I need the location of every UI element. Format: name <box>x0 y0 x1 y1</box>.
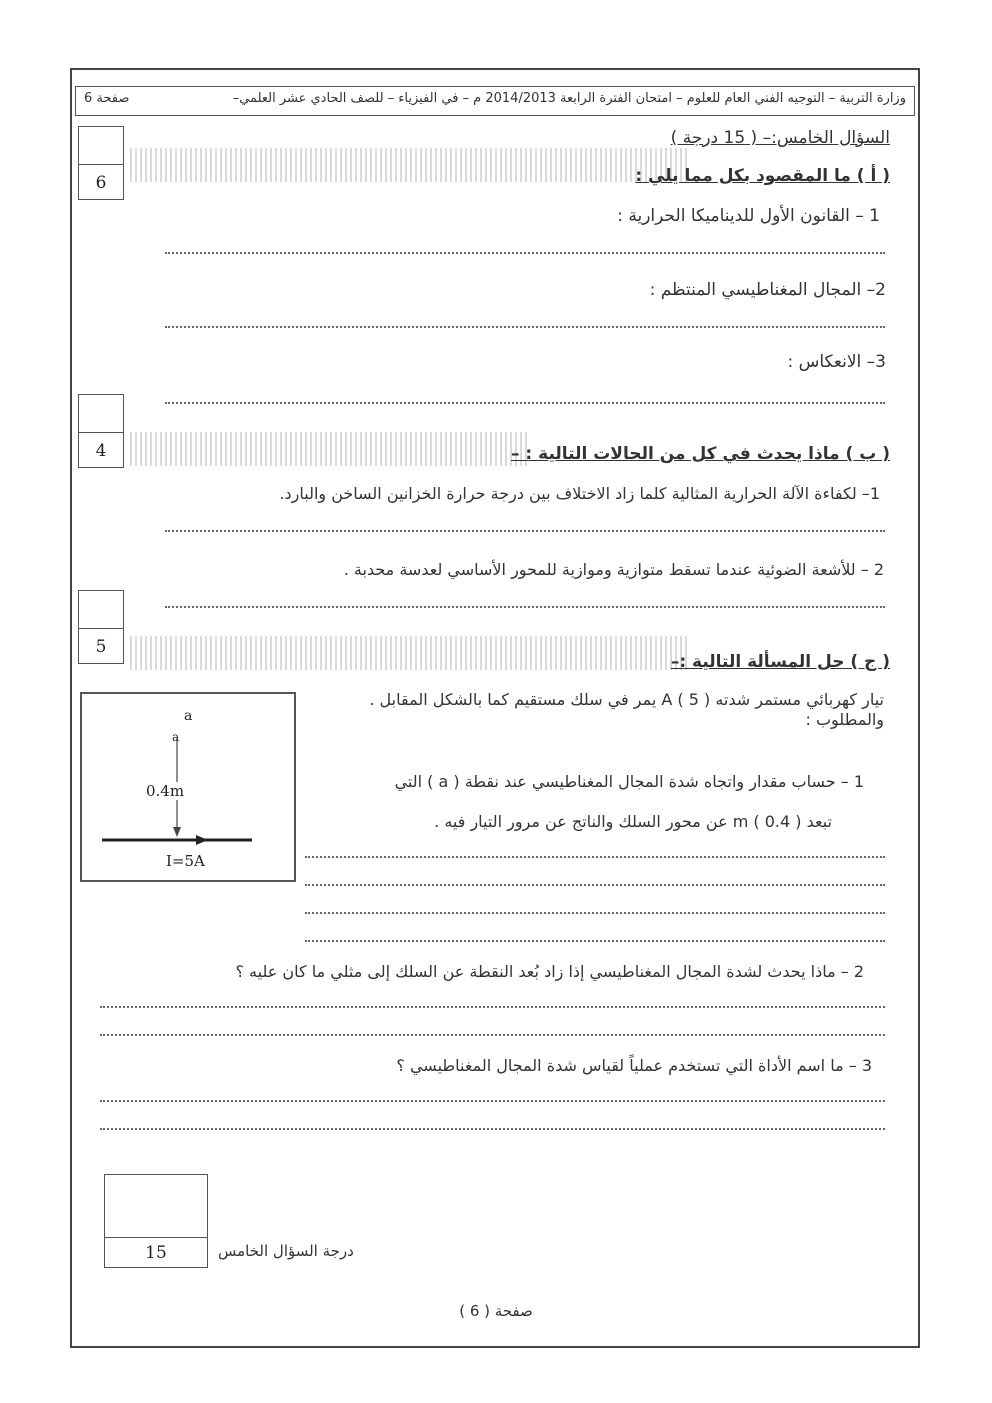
page-footer: صفحة ( 6 ) <box>459 1302 533 1320</box>
scan-hatch <box>130 432 530 466</box>
part-a-title: ( أ ) ما المقصود بكل مما يلي : <box>635 166 890 186</box>
point-marker: a <box>172 730 180 744</box>
current-arrow-icon <box>196 835 208 845</box>
part-b-item-1: 1– لكفاءة الآلة الحرارية المثالية كلما زاد الاختلاف بين درجة حرارة الخزانين الساخن والبارد. <box>279 484 880 503</box>
wire-figure <box>80 692 296 882</box>
part-c-q1-line2: تبعد m ( 0.4 ) عن محور السلك والناتج عن مرور التيار فيه . <box>434 812 832 831</box>
question-title: السؤال الخامس:– ( 15 درجة ) <box>670 128 890 148</box>
part-c-title: ( ج ) حل المسألة التالية :– <box>670 652 890 672</box>
answer-line[interactable] <box>165 252 885 254</box>
answer-line[interactable] <box>100 1034 885 1036</box>
answer-line[interactable] <box>165 402 885 404</box>
page-header <box>75 86 915 116</box>
part-a-item-1: 1 – القانون الأول للديناميكا الحرارية : <box>617 206 880 226</box>
header-page-number: صفحة 6 <box>84 91 130 106</box>
arrow-down-icon <box>173 827 181 837</box>
part-c-q1-line1: 1 – حساب مقدار واتجاه شدة المجال المغناطيسي عند نقطة ( a ) التي <box>394 772 864 791</box>
answer-line[interactable] <box>305 856 885 858</box>
part-c-score-box[interactable] <box>78 590 124 664</box>
answer-line[interactable] <box>165 530 885 532</box>
part-b-score-box[interactable] <box>78 394 124 468</box>
distance-label: 0.4m <box>146 782 185 800</box>
total-label: درجة السؤال الخامس <box>218 1242 354 1260</box>
header-title: وزارة التربية – التوجيه الفني العام للعلوم – امتحان الفترة الرابعة 2014/2013 م – في الفيزياء – للصف الحادي عشر العلمي– <box>232 91 906 106</box>
current-label: I=5A <box>166 852 205 870</box>
part-b-title: ( ب ) ماذا يحدث في كل من الحالات التالية : – <box>511 444 890 464</box>
part-b-score: 4 <box>79 432 123 469</box>
point-label: a <box>184 708 193 724</box>
part-a-score: 6 <box>79 164 123 201</box>
part-a-score-box[interactable] <box>78 126 124 200</box>
part-a-item-3: 3– الانعكاس : <box>787 352 886 372</box>
total-score: 15 <box>105 1237 207 1270</box>
answer-line[interactable] <box>100 1006 885 1008</box>
part-c-q2: 2 – ماذا يحدث لشدة المجال المغناطيسي إذا زاد بُعد النقطة عن السلك إلى مثلي ما كان عليه ؟ <box>235 962 864 981</box>
part-c-required: والمطلوب : <box>805 710 884 729</box>
total-score-box[interactable] <box>104 1174 208 1268</box>
answer-line[interactable] <box>165 326 885 328</box>
answer-line[interactable] <box>165 606 885 608</box>
part-c-intro: تيار كهربائي مستمر شدته A ( 5 ) يمر في سلك مستقيم كما بالشكل المقابل . <box>369 690 884 709</box>
answer-line[interactable] <box>100 1100 885 1102</box>
scan-hatch <box>130 636 690 670</box>
answer-line[interactable] <box>305 884 885 886</box>
answer-line[interactable] <box>305 940 885 942</box>
part-b-item-2: 2 – للأشعة الضوئية عندما تسقط متوازية وموازية للمحور الأساسي لعدسة محدبة . <box>343 560 884 579</box>
part-c-q3: 3 – ما اسم الأداة التي تستخدم عملياً لقياس شدة المجال المغناطيسي ؟ <box>396 1056 872 1075</box>
part-a-item-2: 2– المجال المغناطيسي المنتظم : <box>649 280 886 300</box>
part-c-score: 5 <box>79 628 123 665</box>
answer-line[interactable] <box>305 912 885 914</box>
scan-hatch <box>130 148 690 182</box>
answer-line[interactable] <box>100 1128 885 1130</box>
